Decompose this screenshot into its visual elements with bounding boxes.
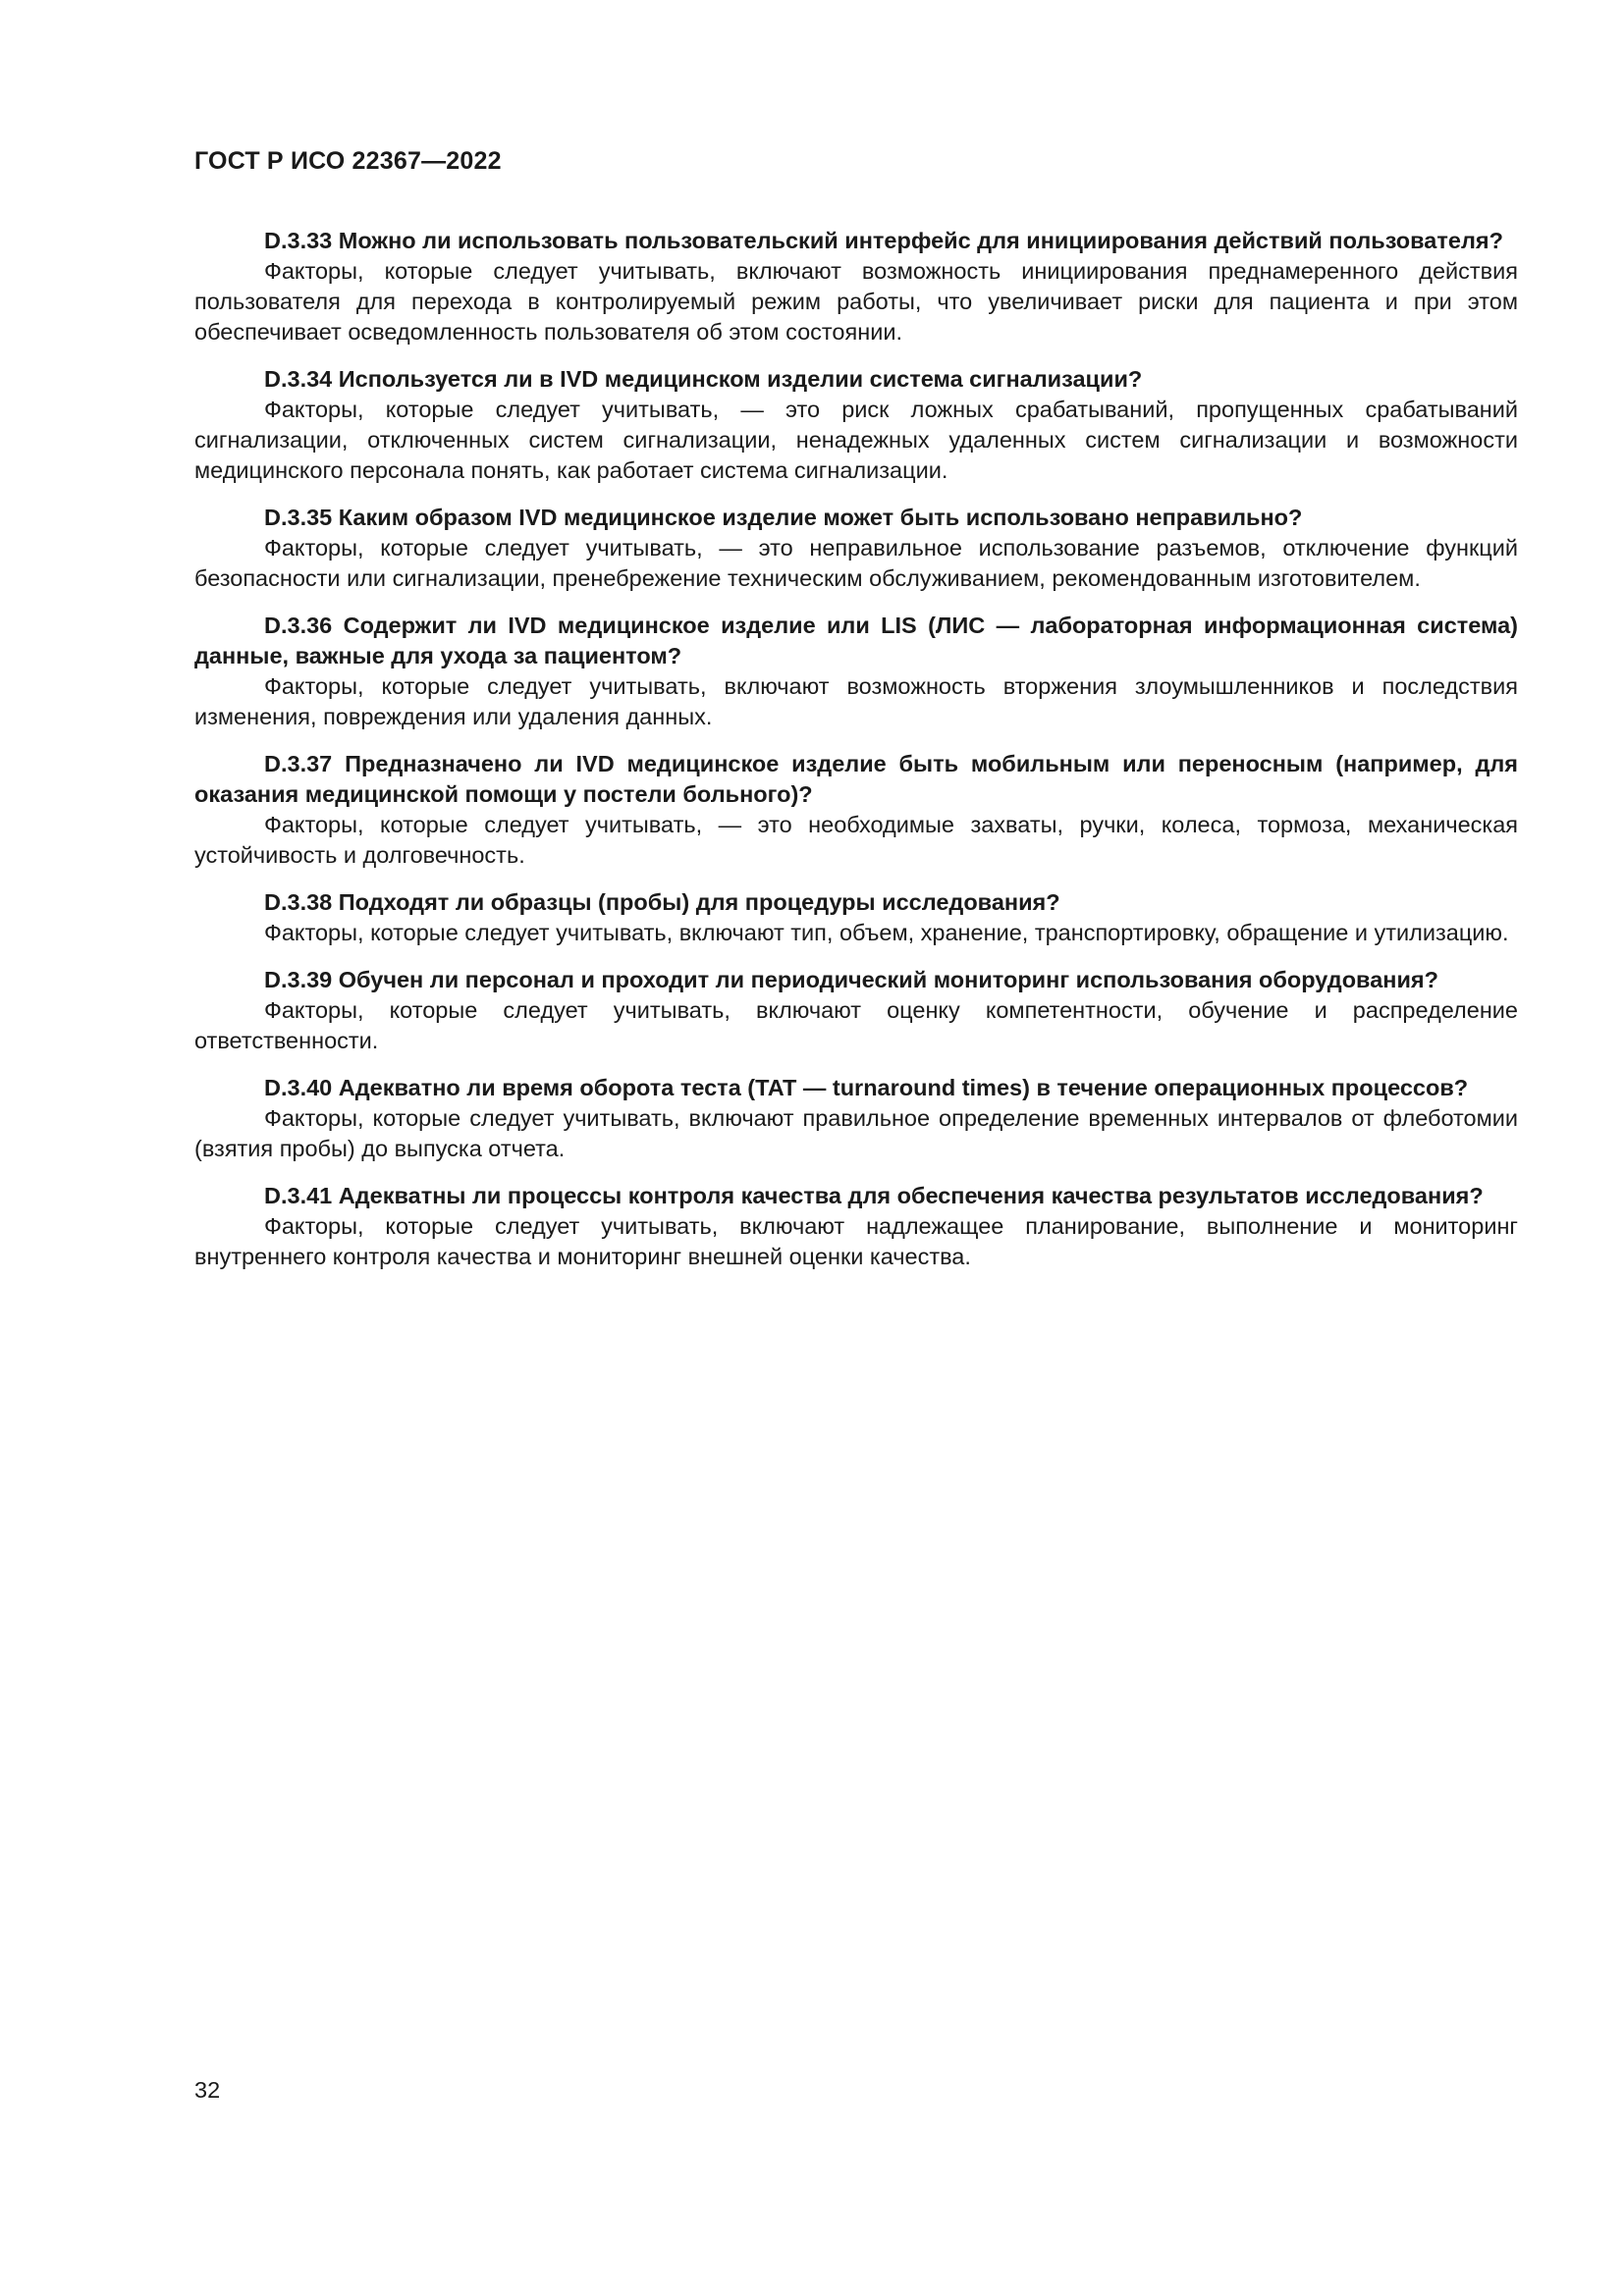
document-body [194, 226, 1518, 1289]
section-question [194, 1181, 1518, 1211]
section-number: D.3.38 [264, 889, 333, 915]
section-text: Факторы, которые следует учитывать, включают тип, объем, хранение, транспортировку, обращение и утилизацию. [264, 920, 1509, 945]
section-d-3-36 [194, 611, 1518, 732]
section-question [194, 503, 1518, 533]
section-question-text: Можно ли использовать пользовательский интерфейс для инициирования действий пользователя? [338, 228, 1503, 253]
section-question-text: Адекватны ли процессы контроля качества для обеспечения качества результатов исследования? [338, 1183, 1484, 1208]
section-question-text: Обучен ли персонал и проходит ли периодический мониторинг использования оборудования? [338, 967, 1438, 992]
section-number: D.3.41 [264, 1183, 333, 1208]
section-number: D.3.37 [264, 751, 333, 776]
section-number: D.3.39 [264, 967, 333, 992]
section-d-3-35 [194, 503, 1518, 594]
section-question [194, 611, 1518, 671]
section-text: Факторы, которые следует учитывать, включают оценку компетентности, обучение и распределение ответственности. [194, 997, 1518, 1053]
section-question-text: Используется ли в IVD медицинском изделии система сигнализации? [338, 366, 1143, 392]
section-text: Факторы, которые следует учитывать, включают правильное определение временных интервалов от флеботомии (взятия пробы) до выпуска отчета. [194, 1105, 1518, 1161]
section-d-3-38 [194, 887, 1518, 948]
section-question-text: Адекватно ли время оборота теста (TAT — turnaround times) в течение операционных процессов? [338, 1075, 1469, 1100]
section-question-text: Предназначено ли IVD медицинское изделие быть мобильным или переносным (например, для оказания медицинской помощи у постели больного)? [194, 751, 1518, 807]
section-question-text: Каким образом IVD медицинское изделие может быть использовано неправильно? [338, 505, 1303, 530]
section-question [194, 364, 1518, 395]
section-question-text: Содержит ли IVD медицинское изделие или LIS (ЛИС — лабораторная информационная система) данные, важные для ухода за пациентом? [194, 613, 1519, 668]
section-d-3-41 [194, 1181, 1518, 1272]
section-number: D.3.36 [264, 613, 333, 638]
section-d-3-37 [194, 749, 1518, 871]
section-question [194, 226, 1518, 256]
section-text: Факторы, которые следует учитывать, включают надлежащее планирование, выполнение и мониторинг внутреннего контроля качества и мониторинг внешней оценки качества. [194, 1213, 1518, 1269]
section-number: D.3.40 [264, 1075, 333, 1100]
section-number: D.3.33 [264, 228, 333, 253]
document-header: ГОСТ Р ИСО 22367—2022 [194, 147, 502, 175]
section-text: Факторы, которые следует учитывать, включают возможность инициирования преднамеренного действия пользователя для перехода в контролируемый режим работы, что увеличивает риски для пациента и при этом обеспечивает осведомленность пользователя об этом состоянии. [194, 258, 1518, 345]
section-text: Факторы, которые следует учитывать, включают возможность вторжения злоумышленников и последствия изменения, повреждения или удаления данных. [194, 673, 1518, 729]
section-d-3-34 [194, 364, 1518, 486]
section-question [194, 965, 1518, 995]
section-text: Факторы, которые следует учитывать, — это неправильное использование разъемов, отключение функций безопасности или сигнализации, пренебрежение техническим обслуживанием, рекомендованным изготовителем. [194, 535, 1518, 591]
section-d-3-40 [194, 1073, 1518, 1164]
section-number: D.3.35 [264, 505, 333, 530]
section-number: D.3.34 [264, 366, 333, 392]
page-number: 32 [194, 2077, 221, 2103]
section-question [194, 1073, 1518, 1103]
section-question [194, 887, 1518, 918]
section-question-text: Подходят ли образцы (пробы) для процедуры исследования? [338, 889, 1060, 915]
section-question [194, 749, 1518, 810]
section-d-3-39 [194, 965, 1518, 1056]
section-text: Факторы, которые следует учитывать, — это необходимые захваты, ручки, колеса, тормоза, механическая устойчивость и долговечность. [194, 812, 1518, 868]
section-d-3-33 [194, 226, 1518, 347]
section-text: Факторы, которые следует учитывать, — это риск ложных срабатываний, пропущенных срабатываний сигнализации, отключенных систем сигнализации, ненадежных удаленных систем сигнализации и возможности медицинского персонала понять, как работает система сигнализации. [194, 397, 1518, 483]
